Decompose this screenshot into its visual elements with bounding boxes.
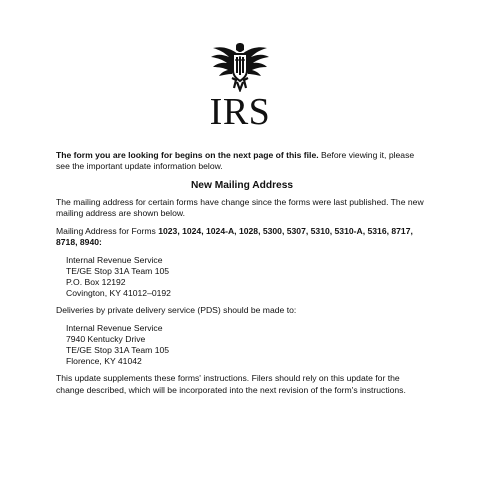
irs-logo bbox=[0, 40, 480, 131]
intro-bold-text: The form you are looking for begins on the next page of this file. bbox=[56, 150, 319, 160]
notice-body bbox=[56, 150, 428, 402]
intro-text: Before viewing it, please see the important update information below. bbox=[56, 150, 415, 172]
pds-address-block bbox=[66, 323, 428, 368]
footer-paragraph: This update supplements these forms' instructions. Filers should rely on this update for the change described, which will be incorporated into the next revision of the form's instructions. bbox=[56, 373, 406, 395]
irs-eagle-icon bbox=[210, 40, 270, 92]
address-line: TE/GE Stop 31A Team 105 bbox=[66, 344, 170, 355]
address-line: TE/GE Stop 31A Team 105 bbox=[66, 265, 170, 276]
page-heading: New Mailing Address bbox=[190, 179, 294, 191]
address-line: Covington, KY 41012–0192 bbox=[66, 288, 171, 299]
address-line: P.O. Box 12192 bbox=[66, 276, 126, 287]
address-line: Internal Revenue Service bbox=[66, 254, 163, 265]
mailing-change-paragraph: The mailing address for certain forms have change since the forms were last published. The new mailing address are shown below. bbox=[56, 197, 424, 219]
pds-paragraph: Deliveries by private delivery service (PDS) should be made to: bbox=[56, 305, 297, 316]
mailing-address-block bbox=[66, 255, 428, 300]
forms-line bbox=[56, 226, 428, 249]
address-line: 7940 Kentucky Drive bbox=[66, 333, 146, 344]
irs-wordmark: IRS bbox=[209, 91, 271, 133]
intro-paragraph bbox=[56, 150, 428, 173]
address-line: Florence, KY 41042 bbox=[66, 356, 142, 367]
forms-list: 1023, 1024, 1024-A, 1028, 5300, 5307, 5310, 5310-A, 5316, 8717, 8718, 8940: bbox=[56, 225, 413, 248]
forms-line-prefix: Mailing Address for Forms bbox=[56, 225, 159, 236]
address-line: Internal Revenue Service bbox=[66, 322, 163, 333]
